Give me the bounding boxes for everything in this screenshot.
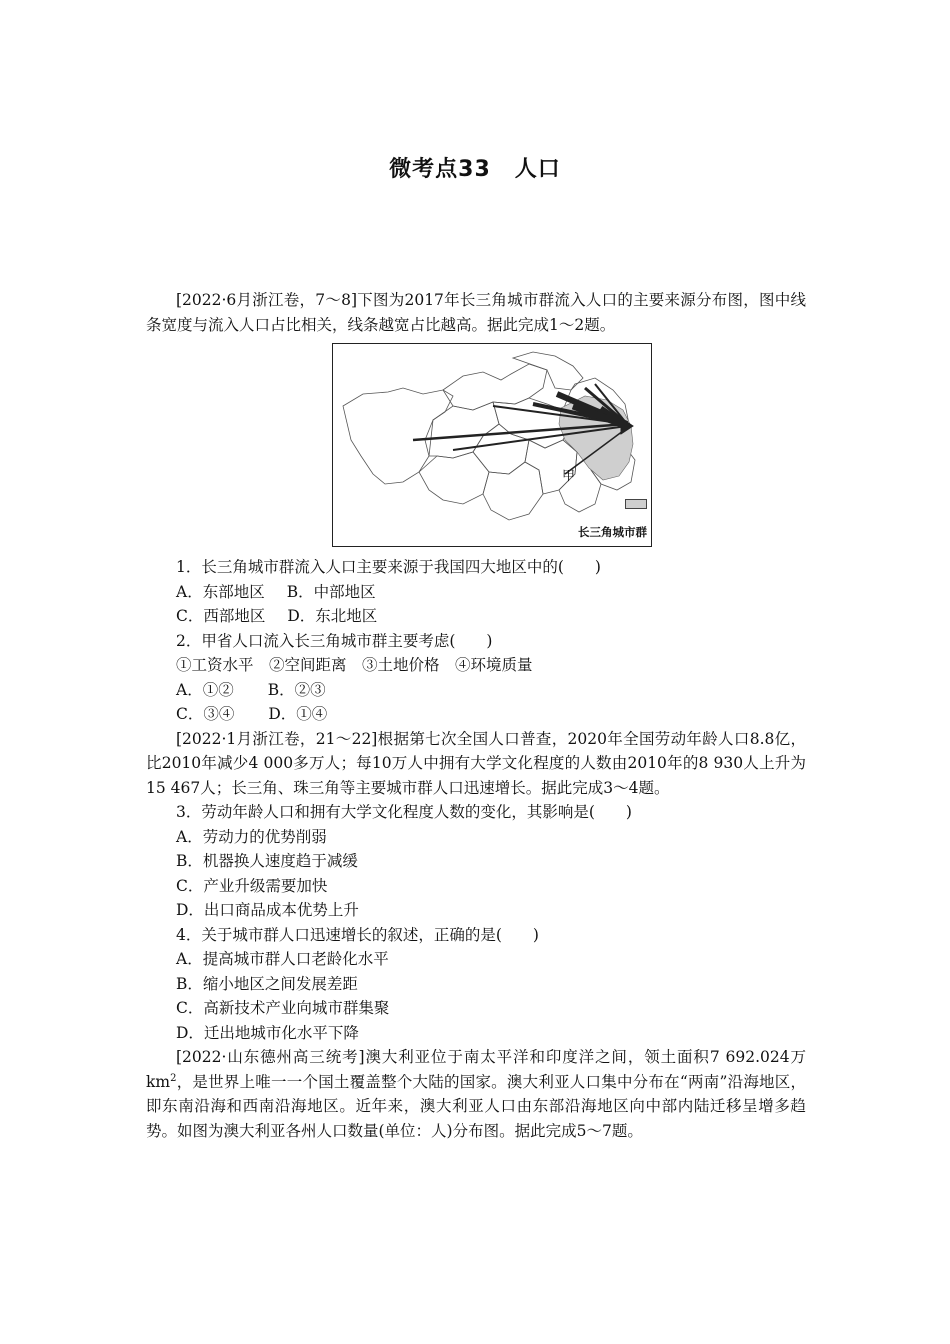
group3-intro-part2: ，是世界上唯一一个国土覆盖整个大陆的国家。澳大利亚人口集中分布在“两南”沿海地区，即东南沿海和西南沿海地区。近年来，澳大利亚人口由东部沿海地区向中部内陆迁移呈增多趋势。如图为澳大利亚各州人口数量(单位：人)分布图。据此完成5～7题。 bbox=[146, 1072, 806, 1140]
q2-items: ①工资水平 ②空间距离 ③土地价格 ④环境质量 bbox=[176, 656, 533, 674]
q4-option-b: B．缩小地区之间发展差距 bbox=[176, 974, 358, 993]
population-flow-map bbox=[332, 343, 652, 547]
q2-stem: 2．甲省人口流入长三角城市群主要考虑( ) bbox=[176, 631, 493, 650]
group3-source: [2022·山东德州高三统考] bbox=[176, 1048, 365, 1066]
q3-option-c: C．产业升级需要加快 bbox=[176, 876, 328, 895]
q3-option-a: A．劳动力的优势削弱 bbox=[176, 827, 327, 846]
q2-options-ab bbox=[146, 678, 806, 703]
legend-swatch bbox=[625, 499, 647, 509]
q2-options-cd bbox=[146, 702, 806, 727]
q4-option-c: C．高新技术产业向城市群集聚 bbox=[176, 999, 390, 1017]
group1-source: [2022·6月浙江卷，7～8] bbox=[176, 291, 357, 309]
q4-option-d: D．迁出地城市化水平下降 bbox=[176, 1023, 359, 1042]
group3-intro-part1: 澳大利亚位于南太平洋和印度洋之间，领土面积7 692.024万km bbox=[146, 1048, 807, 1091]
q1-options-ab bbox=[146, 580, 806, 605]
q2-option-b: B．②③ bbox=[267, 680, 326, 699]
q3-stem: 3．劳动年龄人口和拥有大学文化程度人数的变化，其影响是( ) bbox=[176, 803, 632, 821]
q2-option-a: A．①② bbox=[176, 680, 234, 699]
q4-option-a: A．提高城市群人口老龄化水平 bbox=[176, 950, 389, 968]
group2-intro bbox=[146, 727, 806, 801]
q4-stem: 4．关于城市群人口迅速增长的叙述，正确的是( ) bbox=[176, 925, 539, 944]
map-legend bbox=[578, 495, 647, 544]
title-topic: 人口 bbox=[514, 157, 561, 182]
place-label-jia: 甲 bbox=[562, 469, 576, 484]
q1-option-b: B．中部地区 bbox=[286, 582, 376, 601]
group3-intro bbox=[146, 1045, 806, 1143]
q1-stem: 1．长三角城市群流入人口主要来源于我国四大地区中的( ) bbox=[176, 558, 601, 576]
q1-option-a: A．东部地区 bbox=[176, 582, 265, 601]
q1-option-d: D．东北地区 bbox=[287, 607, 378, 625]
title-prefix: 微考点33 bbox=[389, 157, 491, 182]
group1-intro bbox=[146, 288, 806, 337]
group3-intro-sup: 2 bbox=[170, 1072, 177, 1084]
q1-option-c: C．西部地区 bbox=[176, 607, 266, 625]
group1-intro-text: 下图为2017年长三角城市群流入人口的主要来源分布图，图中线条宽度与流入人口占比相关，线条越宽占比越高。据此完成1～2题。 bbox=[146, 291, 806, 334]
page-title bbox=[0, 152, 950, 183]
q2-option-c: C．③④ bbox=[176, 705, 235, 723]
q3-option-b: B．机器换人速度趋于减缓 bbox=[176, 852, 358, 870]
q1-options-cd bbox=[146, 604, 806, 629]
document-body bbox=[146, 288, 806, 1143]
group2-intro-text: 根据第七次全国人口普查，2020年全国劳动年龄人口8.8亿，比2010年减少4 000多万人；每10万人中拥有大学文化程度的人数由2010年的8 930人上升为15 467人；长三角、珠三角等主要城市群人口迅速增长。据此完成3～4题。 bbox=[146, 729, 806, 797]
group2-source: [2022·1月浙江卷，21～22] bbox=[176, 729, 378, 748]
legend-label: 长三角城市群 bbox=[578, 524, 647, 539]
q2-option-d: D．①④ bbox=[268, 705, 328, 723]
q3-option-d: D．出口商品成本优势上升 bbox=[176, 901, 359, 919]
